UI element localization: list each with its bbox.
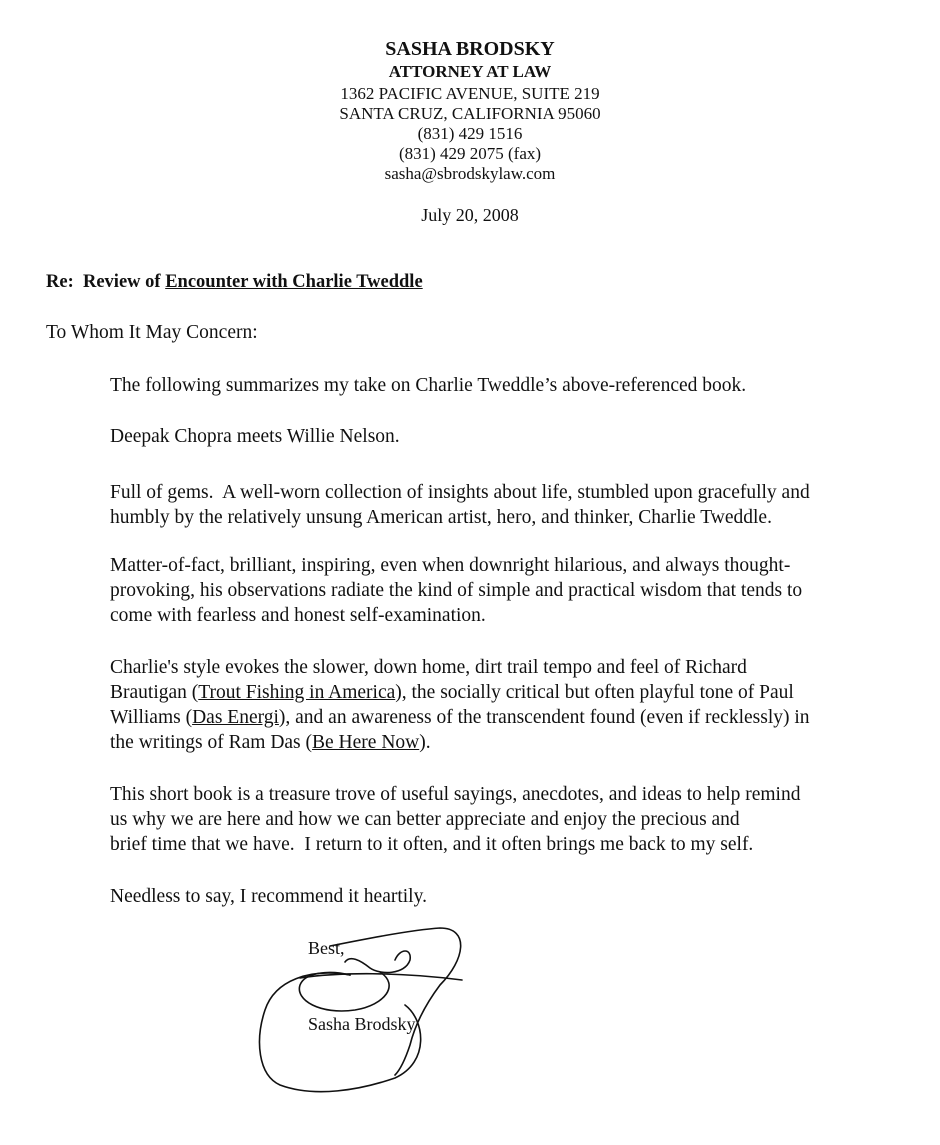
paragraph-5-text: Brautigan ( bbox=[110, 682, 199, 703]
paragraph-4-line: provoking, his observations radiate the kind of simple and practical wisdom that tends to bbox=[110, 580, 803, 601]
paragraph-5-text: Williams ( bbox=[110, 707, 193, 728]
paragraph-6-line: us why we are here and how we can better appreciate and enjoy the precious and bbox=[110, 809, 740, 830]
signature-stroke-crossbar bbox=[300, 974, 462, 980]
signature-name: Sasha Brodsky bbox=[308, 1014, 416, 1034]
paragraph-6-line: brief time that we have. I return to it often, and it often brings me back to my self. bbox=[110, 834, 754, 855]
subject-book-title: Encounter with Charlie Tweddle bbox=[165, 272, 423, 292]
letterhead-address-line2: SANTA CRUZ, CALIFORNIA 95060 bbox=[339, 104, 601, 123]
letterhead-phone: (831) 429 1516 bbox=[417, 124, 523, 143]
signature-stroke-curl bbox=[345, 951, 410, 973]
book-reference-be-here-now: Be Here Now bbox=[312, 732, 420, 753]
salutation: To Whom It May Concern: bbox=[46, 322, 258, 343]
closing-text: Best, bbox=[308, 938, 345, 958]
signature-stroke-upper bbox=[330, 928, 461, 1075]
letterhead-address-line1: 1362 PACIFIC AVENUE, SUITE 219 bbox=[340, 84, 600, 103]
letterhead-email: sasha@sbrodskylaw.com bbox=[384, 164, 556, 183]
paragraph-3-line: humbly by the relatively unsung American artist, hero, and thinker, Charlie Tweddle. bbox=[110, 507, 772, 528]
paragraph-6-line: This short book is a treasure trove of useful sayings, anecdotes, and ideas to help remind bbox=[110, 784, 801, 805]
paragraph-5-text: the writings of Ram Das ( bbox=[110, 732, 313, 753]
paragraph-7-text: Needless to say, I recommend it heartily. bbox=[110, 886, 427, 907]
letterhead-title: ATTORNEY AT LAW bbox=[388, 62, 552, 81]
letter-date: July 20, 2008 bbox=[421, 205, 519, 225]
paragraph-3-line: Full of gems. A well-worn collection of insights about life, stumbled upon gracefully and bbox=[110, 482, 810, 503]
letterhead-fax: (831) 429 2075 (fax) bbox=[398, 144, 542, 163]
paragraph-1-text: The following summarizes my take on Charlie Tweddle’s above-referenced book. bbox=[110, 375, 747, 396]
paragraph-2-text: Deepak Chopra meets Willie Nelson. bbox=[110, 426, 400, 447]
letterhead-name: SASHA BRODSKY bbox=[385, 38, 555, 60]
paragraph-5-text: ), the socially critical but often playful tone of Paul bbox=[395, 682, 794, 703]
book-reference-das-energi: Das Energi bbox=[192, 707, 279, 728]
subject-prefix: Re: Review of bbox=[46, 272, 166, 292]
paragraph-5-line: Charlie's style evokes the slower, down home, dirt trail tempo and feel of Richard bbox=[110, 657, 747, 678]
paragraph-5-text: ), and an awareness of the transcendent found (even if recklessly) in bbox=[278, 707, 810, 728]
book-reference-trout-fishing: Trout Fishing in America bbox=[198, 682, 396, 703]
signature-stroke-s-loop bbox=[299, 972, 389, 1011]
paragraph-5-text: ). bbox=[419, 732, 431, 753]
paragraph-4-line: Matter-of-fact, brilliant, inspiring, even when downright hilarious, and always thought- bbox=[110, 555, 791, 576]
paragraph-4-line: come with fearless and honest self-examination. bbox=[110, 605, 486, 626]
